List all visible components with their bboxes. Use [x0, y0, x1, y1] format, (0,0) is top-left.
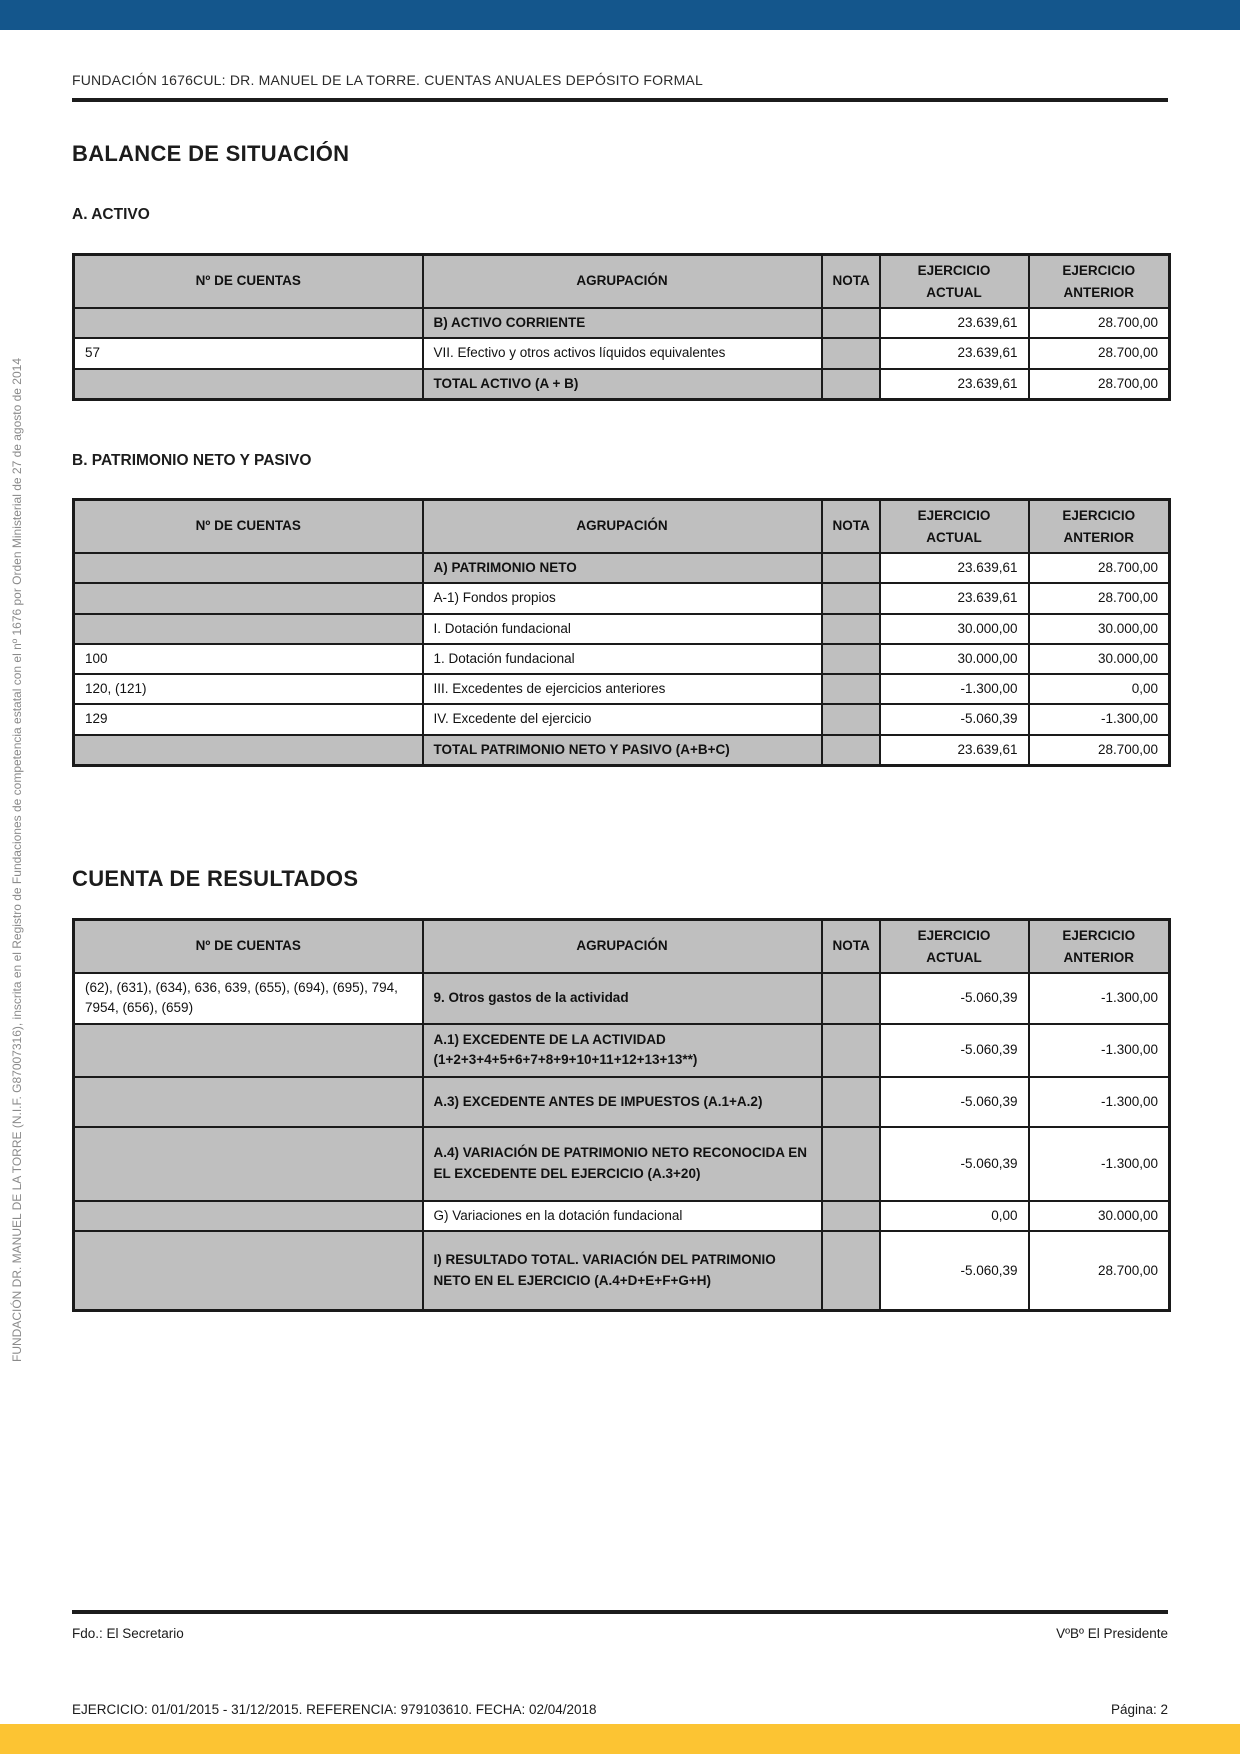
cuentas-cell	[74, 308, 423, 338]
cuentas-cell	[74, 1127, 423, 1201]
balance-title: BALANCE DE SITUACIÓN	[72, 141, 350, 166]
nota-cell	[822, 553, 880, 583]
cuentas-cell	[74, 735, 423, 766]
resultados-title: CUENTA DE RESULTADOS	[72, 866, 359, 891]
nota-cell	[822, 674, 880, 704]
agrupacion-cell: IV. Excedente del ejercicio	[423, 704, 822, 734]
ejercicio-anterior-cell: 28.700,00	[1029, 1231, 1170, 1311]
ejercicio-anterior-cell: -1.300,00	[1029, 1024, 1170, 1077]
agrupacion-cell: A) PATRIMONIO NETO	[423, 553, 822, 583]
nota-cell	[822, 704, 880, 734]
cuentas-cell	[74, 1077, 423, 1127]
cuentas-cell: 129	[74, 704, 423, 734]
activo-table	[72, 253, 1171, 401]
ejercicio-actual-cell: 30.000,00	[880, 614, 1029, 644]
ejercicio-anterior-cell: 30.000,00	[1029, 1201, 1170, 1231]
table-row	[74, 973, 1170, 1024]
nota-cell	[822, 1024, 880, 1077]
col-header-line: ANTERIOR	[1063, 949, 1134, 965]
col-header-line: EJERCICIO	[917, 263, 991, 278]
table-row	[74, 1201, 1170, 1231]
agrupacion-cell: G) Variaciones en la dotación fundacional	[423, 1201, 822, 1231]
section-title-activo: A. ACTIVO	[72, 206, 150, 223]
table-header-row	[74, 920, 1170, 974]
ejercicio-anterior-cell: 28.700,00	[1029, 735, 1170, 766]
ejercicio-anterior-cell: 30.000,00	[1029, 614, 1170, 644]
agrupacion-cell: 9. Otros gastos de la actividad	[423, 973, 822, 1024]
col-header-nota: NOTA	[822, 500, 880, 554]
ejercicio-actual-cell: 23.639,61	[880, 553, 1029, 583]
agrupacion-cell: I) RESULTADO TOTAL. VARIACIÓN DEL PATRIMONIO NETO EN EL EJERCICIO (A.4+D+E+F+G+H)	[423, 1231, 822, 1311]
ejercicio-actual-cell: 23.639,61	[880, 583, 1029, 613]
col-header-nota: NOTA	[822, 920, 880, 974]
nota-cell	[822, 1077, 880, 1127]
ejercicio-anterior-cell: -1.300,00	[1029, 1127, 1170, 1201]
document-header-title: FUNDACIÓN 1676CUL: DR. MANUEL DE LA TORRE. CUENTAS ANUALES DEPÓSITO FORMAL	[72, 72, 703, 88]
ejercicio-anterior-cell: 28.700,00	[1029, 308, 1170, 338]
agrupacion-cell: A.1) EXCEDENTE DE LA ACTIVIDAD (1+2+3+4+5+6+7+8+9+10+11+12+13+13**)	[423, 1024, 822, 1077]
ejercicio-anterior-cell: -1.300,00	[1029, 973, 1170, 1024]
col-header-ejercicio-actual	[880, 920, 1029, 974]
col-header-line: ACTUAL	[926, 284, 982, 300]
col-header-line: EJERCICIO	[1062, 263, 1136, 278]
table-row	[74, 704, 1170, 734]
col-header-cuentas: Nº DE CUENTAS	[74, 920, 423, 974]
cuentas-cell	[74, 1231, 423, 1311]
col-header-cuentas: Nº DE CUENTAS	[74, 500, 423, 554]
col-header-line: ACTUAL	[926, 949, 982, 965]
cuentas-cell	[74, 1024, 423, 1077]
nota-cell	[822, 644, 880, 674]
table-row	[74, 1231, 1170, 1311]
registry-side-text: FUNDACIÓN DR. MANUEL DE LA TORRE (N.I.F. G87007316), inscrita en el Registro de Fundaciones de competencia estatal con el nº 1676 por Orden Ministerial de 27 de agosto de 2014	[10, 358, 24, 1362]
ejercicio-actual-cell: -5.060,39	[880, 1024, 1029, 1077]
ejercicio-actual-cell: -1.300,00	[880, 674, 1029, 704]
col-header-ejercicio-actual	[880, 500, 1029, 554]
nota-cell	[822, 308, 880, 338]
page-number: Página: 2	[1110, 1702, 1168, 1717]
footer-reference-info: EJERCICIO: 01/01/2015 - 31/12/2015. REFERENCIA: 979103610. FECHA: 02/04/2018	[72, 1702, 597, 1717]
section-title-pasivo: B. PATRIMONIO NETO Y PASIVO	[72, 452, 312, 469]
ejercicio-actual-cell: 30.000,00	[880, 644, 1029, 674]
footer-divider	[72, 1610, 1168, 1614]
agrupacion-cell: A.4) VARIACIÓN DE PATRIMONIO NETO RECONOCIDA EN EL EXCEDENTE DEL EJERCICIO (A.3+20)	[423, 1127, 822, 1201]
agrupacion-cell: TOTAL PATRIMONIO NETO Y PASIVO (A+B+C)	[423, 735, 822, 766]
col-header-agrupacion: AGRUPACIÓN	[423, 500, 822, 554]
ejercicio-actual-cell: -5.060,39	[880, 704, 1029, 734]
table-row	[74, 674, 1170, 704]
nota-cell	[822, 583, 880, 613]
pasivo-table	[72, 498, 1171, 767]
agrupacion-cell: III. Excedentes de ejercicios anteriores	[423, 674, 822, 704]
col-header-ejercicio-anterior	[1029, 255, 1170, 309]
nota-cell	[822, 338, 880, 368]
ejercicio-anterior-cell: 30.000,00	[1029, 644, 1170, 674]
resultados-table	[72, 918, 1171, 1312]
col-header-line: ACTUAL	[926, 529, 982, 545]
table-row	[74, 1077, 1170, 1127]
ejercicio-actual-cell: 0,00	[880, 1201, 1029, 1231]
cuentas-cell	[74, 1201, 423, 1231]
nota-cell	[822, 1127, 880, 1201]
nota-cell	[822, 973, 880, 1024]
table-row	[74, 369, 1170, 400]
cuentas-cell: 57	[74, 338, 423, 368]
ejercicio-actual-cell: -5.060,39	[880, 1127, 1029, 1201]
table-row	[74, 308, 1170, 338]
col-header-nota: NOTA	[822, 255, 880, 309]
ejercicio-actual-cell: 23.639,61	[880, 369, 1029, 400]
cuentas-cell: 100	[74, 644, 423, 674]
ejercicio-anterior-cell: -1.300,00	[1029, 1077, 1170, 1127]
cuentas-cell: 120, (121)	[74, 674, 423, 704]
col-header-line: EJERCICIO	[917, 508, 991, 523]
bottom-yellow-bar	[0, 1724, 1240, 1754]
signature-secretario: Fdo.: El Secretario	[72, 1626, 184, 1641]
ejercicio-actual-cell: -5.060,39	[880, 1077, 1029, 1127]
col-header-agrupacion: AGRUPACIÓN	[423, 920, 822, 974]
cuentas-cell: (62), (631), (634), 636, 639, (655), (694), (695), 794, 7954, (656), (659)	[74, 973, 423, 1024]
table-row	[74, 614, 1170, 644]
ejercicio-actual-cell: 23.639,61	[880, 338, 1029, 368]
ejercicio-anterior-cell: 28.700,00	[1029, 369, 1170, 400]
ejercicio-anterior-cell: -1.300,00	[1029, 704, 1170, 734]
agrupacion-cell: I. Dotación fundacional	[423, 614, 822, 644]
ejercicio-anterior-cell: 0,00	[1029, 674, 1170, 704]
ejercicio-anterior-cell: 28.700,00	[1029, 338, 1170, 368]
col-header-line: EJERCICIO	[1062, 508, 1136, 523]
nota-cell	[822, 369, 880, 400]
agrupacion-cell: 1. Dotación fundacional	[423, 644, 822, 674]
ejercicio-actual-cell: -5.060,39	[880, 973, 1029, 1024]
agrupacion-cell: VII. Efectivo y otros activos líquidos equivalentes	[423, 338, 822, 368]
nota-cell	[822, 1231, 880, 1311]
agrupacion-cell: TOTAL ACTIVO (A + B)	[423, 369, 822, 400]
nota-cell	[822, 1201, 880, 1231]
col-header-line: EJERCICIO	[1062, 928, 1136, 943]
col-header-ejercicio-anterior	[1029, 500, 1170, 554]
signature-presidente: VºBº El Presidente	[1056, 1626, 1168, 1641]
top-blue-bar	[0, 0, 1240, 30]
agrupacion-cell: A.3) EXCEDENTE ANTES DE IMPUESTOS (A.1+A.2)	[423, 1077, 822, 1127]
col-header-agrupacion: AGRUPACIÓN	[423, 255, 822, 309]
col-header-ejercicio-actual	[880, 255, 1029, 309]
table-row	[74, 583, 1170, 613]
agrupacion-cell: A-1) Fondos propios	[423, 583, 822, 613]
nota-cell	[822, 735, 880, 766]
table-header-row	[74, 500, 1170, 554]
col-header-line: ANTERIOR	[1063, 284, 1134, 300]
cuentas-cell	[74, 553, 423, 583]
table-row	[74, 1127, 1170, 1201]
table-row	[74, 1024, 1170, 1077]
nota-cell	[822, 614, 880, 644]
ejercicio-actual-cell: 23.639,61	[880, 308, 1029, 338]
table-row	[74, 644, 1170, 674]
table-row	[74, 735, 1170, 766]
col-header-line: ANTERIOR	[1063, 529, 1134, 545]
cuentas-cell	[74, 614, 423, 644]
ejercicio-actual-cell: 23.639,61	[880, 735, 1029, 766]
col-header-ejercicio-anterior	[1029, 920, 1170, 974]
table-row	[74, 553, 1170, 583]
cuentas-cell	[74, 583, 423, 613]
agrupacion-cell: B) ACTIVO CORRIENTE	[423, 308, 822, 338]
col-header-line: EJERCICIO	[917, 928, 991, 943]
table-row	[74, 338, 1170, 368]
cuentas-cell	[74, 369, 423, 400]
table-header-row	[74, 255, 1170, 309]
ejercicio-anterior-cell: 28.700,00	[1029, 553, 1170, 583]
header-divider	[72, 98, 1168, 102]
ejercicio-anterior-cell: 28.700,00	[1029, 583, 1170, 613]
ejercicio-actual-cell: -5.060,39	[880, 1231, 1029, 1311]
col-header-cuentas: Nº DE CUENTAS	[74, 255, 423, 309]
